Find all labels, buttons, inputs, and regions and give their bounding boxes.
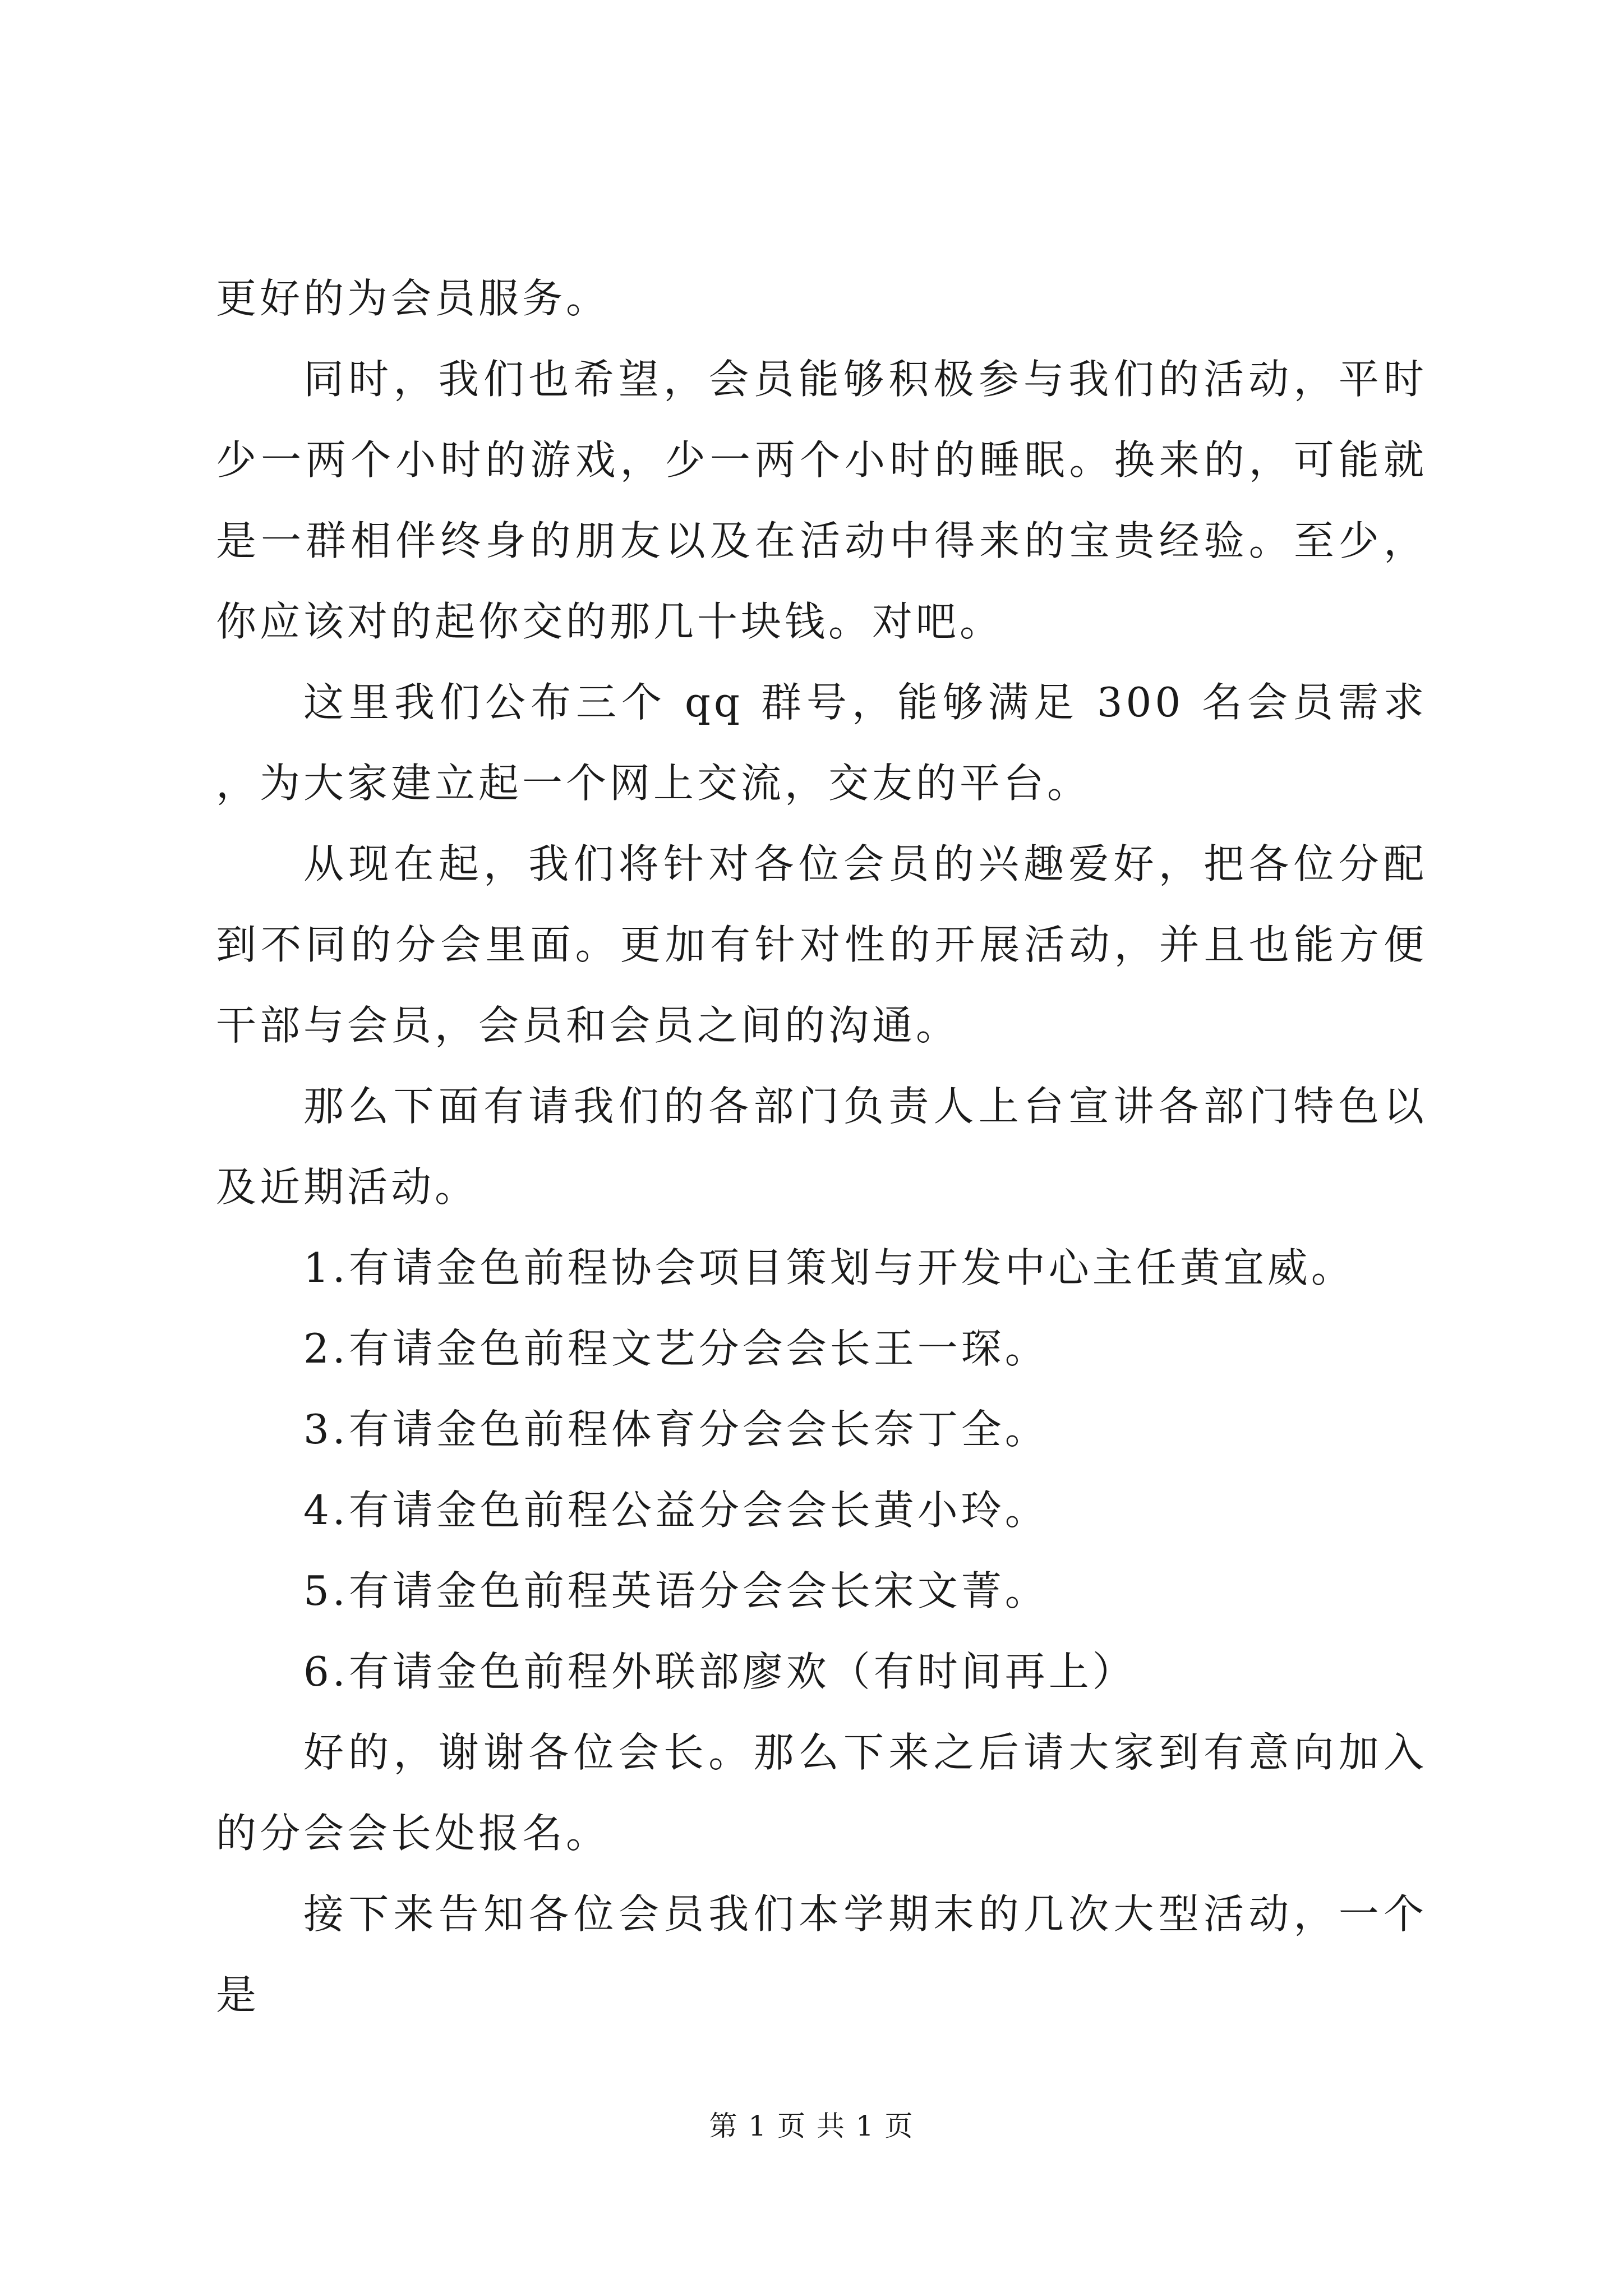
- list-item: 5.有请金色前程英语分会会长宋文菁。: [303, 1567, 1049, 1614]
- list-item: 2.有请金色前程文艺分会会长王一琛。: [303, 1325, 1049, 1372]
- list-item: 6.有请金色前程外联部廖欢（有时间再上）: [303, 1648, 1136, 1695]
- paragraph: 那么下面有请我们的各部门负责人上台宣讲各部门特色以及近期活动。: [216, 1083, 1427, 1211]
- list-item: 1.有请金色前程协会项目策划与开发中心主任黄宜威。: [303, 1244, 1355, 1291]
- list-item: 3.有请金色前程体育分会会长奈丁全。: [303, 1406, 1049, 1453]
- paragraph: 从现在起，我们将针对各位会员的兴趣爱好，把各位分配到不同的分会里面。更加有针对性的开展活动，并且也能方便干部与会员，会员和会员之间的沟通。: [216, 840, 1427, 1049]
- paragraph: 好的，谢谢各位会长。那么下来之后请大家到有意向加入的分会会长处报名。: [216, 1729, 1427, 1857]
- paragraph: 这里我们公布三个 qq 群号，能够满足 300 名会员需求，为大家建立起一个网上交流，交友的平台。: [216, 679, 1427, 807]
- paragraph: 更好的为会员服务。: [216, 275, 610, 322]
- document-body: [216, 258, 1427, 2035]
- paragraph: 同时，我们也希望，会员能够积极参与我们的活动，平时少一两个小时的游戏，少一两个小时的睡眠。换来的，可能就是一群相伴终身的朋友以及在活动中得来的宝贵经验。至少，你应该对的起你交的那几十块钱。对吧。: [216, 356, 1427, 645]
- paragraph: 接下来告知各位会员我们本学期末的几次大型活动，一个是: [216, 1890, 1427, 2018]
- page-footer: 第 1 页 共 1 页: [709, 2110, 914, 2142]
- list-item: 4.有请金色前程公益分会会长黄小玲。: [303, 1487, 1049, 1534]
